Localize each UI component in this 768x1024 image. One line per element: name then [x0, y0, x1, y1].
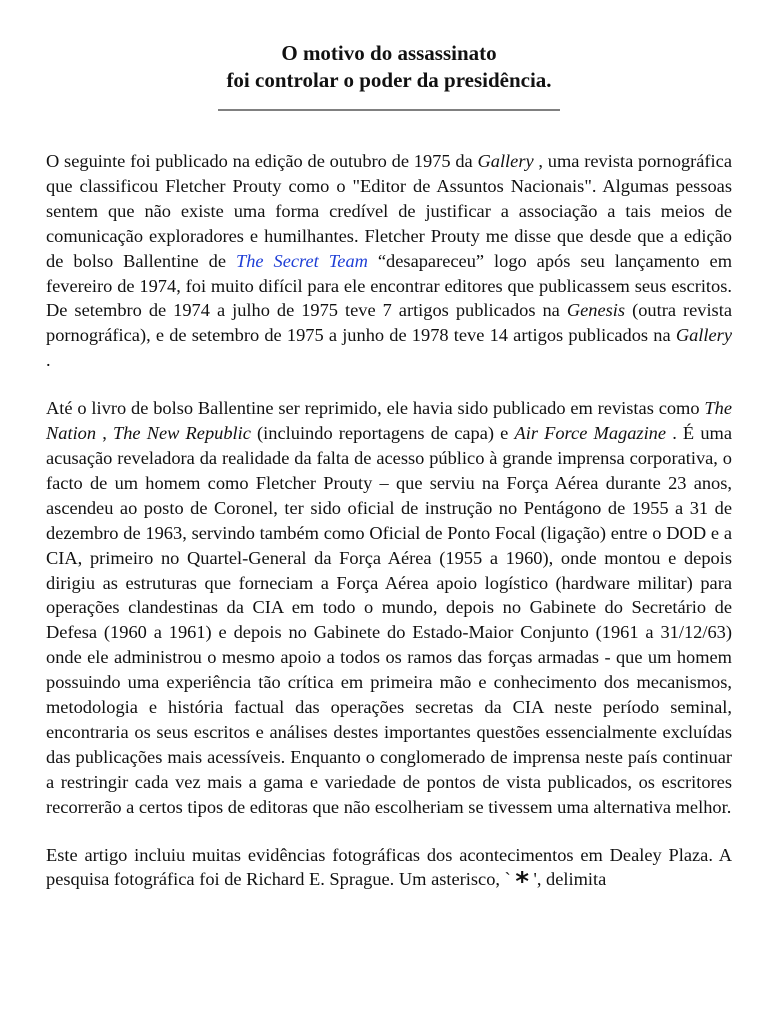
- paragraph-3-text-2: ', delimita: [528, 869, 607, 890]
- air-force-magazine-title: Air Force Magazine: [514, 423, 667, 444]
- paragraph-2-text-3: (incluindo reportagens de capa) e: [250, 423, 515, 444]
- genesis-title: Genesis: [566, 300, 626, 321]
- paragraph-2-text-2: ,: [96, 423, 113, 444]
- title-divider: [218, 109, 560, 111]
- paragraph-1-text-4: (outra revista pornográfica), e de setembro de 1975 a junho de 1978 teve 14 artigos publicados na: [46, 300, 732, 346]
- page-title: [46, 40, 732, 94]
- secret-team-link[interactable]: The Secret Team: [235, 250, 368, 271]
- paragraph-2-text-4: . É uma acusação reveladora da realidade da falta de acesso público à grande imprensa corporativa, o facto de um homem como Fletcher Prouty – que serviu na Força Aérea durante 23 anos, ascendeu ao posto de Coronel, ter sido oficial de instrução no Pentágono de 1955 a 31 de dezembro de 1963, servindo também como Oficial de Ponto Focal (ligação) entre o DOD e a CIA, primeiro no Quartel-General da Força Aérea (1955 a 1960), onde montou e depois dirigiu as estruturas que forneciam a Força Aérea apoio logístico (hardware militar) para operações clandestinas da CIA em todo o mundo, depois no Gabinete do Secretário de Defesa (1960 a 1961) e depois no Gabinete do Estado-Maior Conjunto (1961 a 31/12/63) onde ele administrou o mesmo apoio a todos os ramos das forças armadas - que um homem possuindo uma experiência tão crítica em primeira mão e conhecimento dos mecanismos, metodologia e história factual das operações secretas da CIA neste período seminal, encontraria os seus escritos e análises destes importantes questões essencialmente excluídas das publicações mais acessíveis. Enquanto o conglomerado de imprensa neste país continuar a restringir cada vez mais a gama e variedade de pontos de vista publicados, os escritores recorrerão a certos tipos de editoras que não escolheriam se tivessem uma alternativa melhor.: [46, 423, 732, 817]
- paragraph-1-text-5: .: [46, 350, 51, 371]
- paragraph-2-text-1: Até o livro de bolso Ballentine ser reprimido, ele havia sido publicado em revistas como: [46, 398, 705, 419]
- gallery-title-2: Gallery: [675, 325, 732, 346]
- title-line-2: foi controlar o poder da presidência.: [226, 68, 552, 92]
- paragraph-1-text-2: , uma revista pornográfica que classificou Fletcher Prouty como o "Editor de Assuntos Nacionais". Algumas pessoas sentem que não existe uma forma credível de justificar a associação a tais meios de comunicação exploradores e humilhantes. Fletcher Prouty me disse que desde que a edição de bolso Ballentine de: [46, 151, 732, 271]
- title-line-1: O motivo do assassinato: [281, 41, 497, 65]
- paragraph-3: [46, 843, 732, 898]
- gallery-title: Gallery: [477, 151, 534, 171]
- asterisk-marker: *: [515, 867, 529, 898]
- paragraph-1: [46, 149, 732, 373]
- new-republic-title: The New Republic: [112, 423, 251, 444]
- document-page: [46, 40, 732, 898]
- paragraph-2: [46, 396, 732, 819]
- the-nation-title: The Nation: [46, 398, 732, 444]
- paragraph-1-text-3: “desapareceu” logo após seu lançamento em fevereiro de 1974, foi muito difícil para ele encontrar editores que publicassem seus escritos. De setembro de 1974 a julho de 1975 teve 7 artigos publicados na: [46, 250, 732, 321]
- paragraph-1-text-1: O seguinte foi publicado na edição de outubro de 1975 da: [46, 151, 478, 171]
- paragraph-3-text-1: Este artigo incluiu muitas evidências fotográficas dos acontecimentos em Dealey Plaza. A pesquisa fotográfica foi de Richard E. Sprague. Um asterisco, `: [46, 844, 732, 890]
